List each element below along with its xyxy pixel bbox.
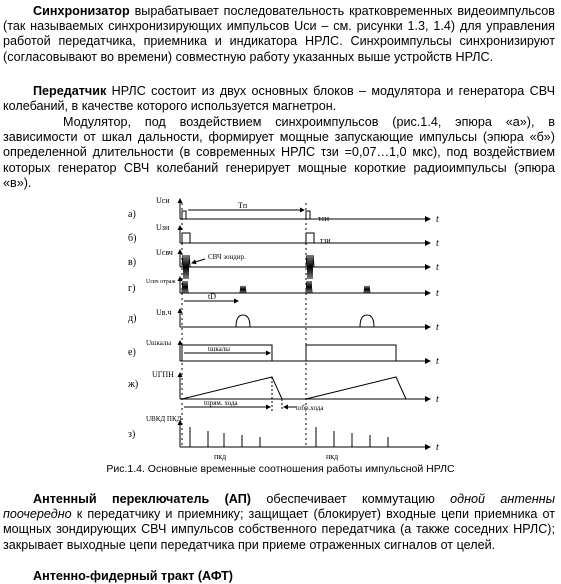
axis-t-label: t xyxy=(436,322,439,333)
axis-t-label: t xyxy=(436,238,439,249)
term-antenna-switch: Антенный переключатель (АП) xyxy=(33,492,251,506)
label-u-otr: Uсвч отраж xyxy=(146,279,176,285)
paragraph-text: вырабатывает последовательность кратковременных видеоимпульсов (так называемых синхронизирующих импульсов Uси – см. рисунки 1.3, 1.4) для управления работой передатчика, приемника и индикатора НРЛС. Синхроимпульсы синхронизируют (согласовывают во времени) совместную работу указанных выше устройств НРЛС. xyxy=(3,4,555,64)
label-t-p: Tп xyxy=(238,201,248,210)
label-t-d: tD xyxy=(208,292,216,301)
paragraph-synchronizer xyxy=(3,4,555,65)
paragraph-text: обеспечивает коммутацию xyxy=(250,492,451,506)
row-label: а) xyxy=(128,209,136,220)
label-u-vch: Uв.ч xyxy=(156,308,172,317)
paragraph-text: НРЛС состоит из двух основных блоков – модулятора и генератора СВЧ колебаний, в качестве которого используется магнетрон. xyxy=(3,84,555,114)
label-u-svch: Uсвч xyxy=(156,248,173,257)
paragraph-modulator xyxy=(3,115,555,191)
label-t-shkal: tшкалы xyxy=(208,345,230,353)
row-label: д) xyxy=(128,313,137,324)
label-u-vkd: UВКД ПКД xyxy=(146,415,182,423)
paragraph-antenna-switch xyxy=(3,492,555,553)
row-label: з) xyxy=(128,429,136,440)
paragraph-text: к передатчику и приемнику; защищает (блокирует) входные цепи приемника от мощных зондирующих СВЧ импульсов собственного передатчика (а также соседних НРЛС); закрывает выходные цепи передатчика при приеме отраженных сигналов от целей. xyxy=(3,507,555,552)
row-label: е) xyxy=(128,347,136,358)
row-label: б) xyxy=(128,233,137,244)
axis-t-label: t xyxy=(436,288,439,299)
figure-caption: Рис.1.4. Основные временные соотношения работы импульсной НРЛС xyxy=(106,463,455,475)
label-u-zi: Uзи xyxy=(156,223,170,232)
label-u-gpn: UГПН xyxy=(152,370,174,379)
term-transmitter: Передатчик xyxy=(33,84,107,98)
axis-t-label: t xyxy=(436,442,439,453)
term-synchronizer: Синхронизатор xyxy=(33,4,130,18)
axis-t-label: t xyxy=(436,356,439,367)
row-label: ж) xyxy=(128,379,139,390)
emphasis-text: одной антенны поочередно xyxy=(3,492,555,522)
timing-diagram-svg xyxy=(120,193,450,463)
label-u-shkal: Uшкалы xyxy=(146,339,172,347)
label-tau-zi: τзи xyxy=(320,236,331,245)
label-svch-zond: СВЧ зондир. xyxy=(208,253,246,261)
paragraph-transmitter xyxy=(3,84,555,114)
row-label: в) xyxy=(128,257,137,268)
axis-t-label: t xyxy=(436,214,439,225)
label-t-pr-hoda: tпрям. хода xyxy=(204,399,238,407)
row-label: г) xyxy=(128,283,136,294)
label-u-si: Uси xyxy=(156,196,170,205)
label-nkd: нкд xyxy=(326,452,339,461)
axis-t-label: t xyxy=(436,394,439,405)
label-tau-si: τси xyxy=(318,214,330,223)
term-afp: Антенно-фидерный тракт (АФТ) xyxy=(33,569,233,583)
row-labels xyxy=(127,209,138,440)
axis-t-label: t xyxy=(436,262,439,273)
timing-diagram xyxy=(120,193,450,463)
label-t-obr-hoda: tобр.хода xyxy=(296,404,324,412)
paragraph-text: Модулятор, под воздействием синхроимпульсов (рис.1.4, эпюра «а»), в зависимости от шкал дальности, формирует мощные запускающие импульсы (эпюра «б») определенной длительности (в современных НРЛС τзи =0,07…1,0 мкс), под воздействием которых генератор СВЧ колебаний генерирует мощные короткие радиоимпульсы (эпюра «в»). xyxy=(3,115,555,190)
label-pkd: пкд xyxy=(214,452,227,461)
